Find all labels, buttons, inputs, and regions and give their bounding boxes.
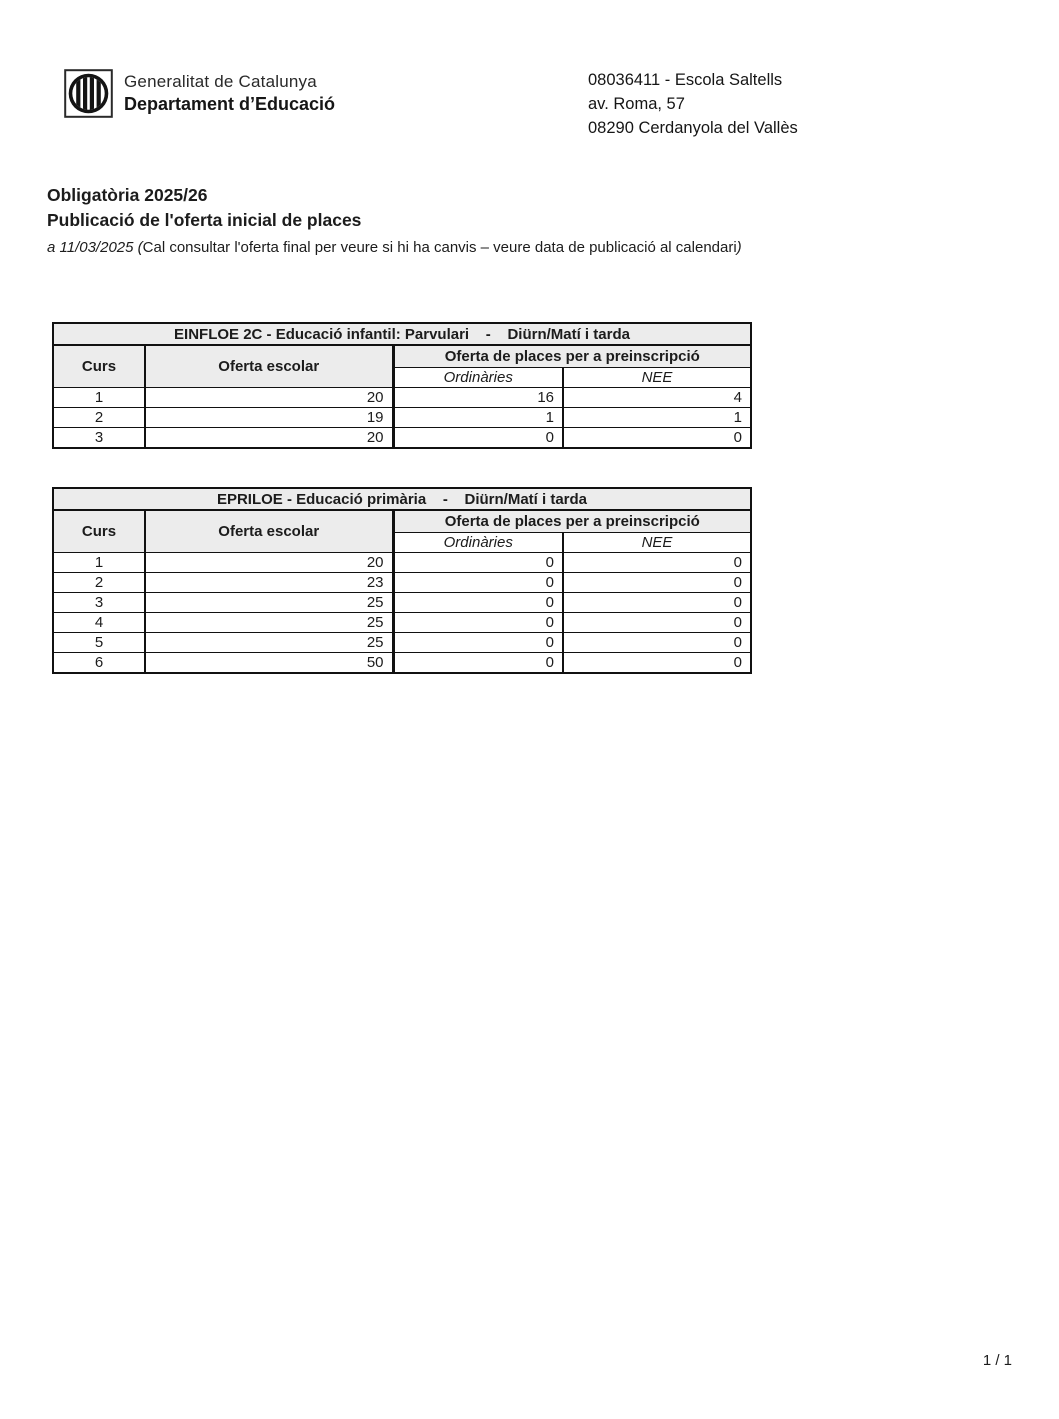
cell-nee: 0 — [563, 613, 751, 633]
generalitat-senyera-icon — [64, 69, 113, 118]
table-educacio-infantil — [52, 322, 752, 449]
table-row — [53, 633, 751, 653]
page-title-line1: Obligatòria 2025/26 — [47, 185, 208, 205]
cell-curs: 2 — [53, 408, 145, 428]
school-city: 08290 Cerdanyola del Vallès — [588, 119, 798, 137]
cell-curs: 1 — [53, 553, 145, 573]
cell-oferta-escolar: 50 — [145, 653, 393, 674]
table-title-row — [53, 323, 751, 345]
cell-nee: 4 — [563, 388, 751, 408]
cell-oferta-escolar: 23 — [145, 573, 393, 593]
brand-text — [124, 69, 335, 118]
table-row — [53, 553, 751, 573]
school-code-name: 08036411 - Escola Saltells — [588, 71, 783, 89]
cell-curs: 3 — [53, 593, 145, 613]
col-header-preinscripcio: Oferta de places per a preinscripció — [393, 345, 751, 368]
cell-ordinaries: 0 — [393, 593, 563, 613]
cell-nee: 0 — [563, 573, 751, 593]
date-prefix: a 11/03/2025 ( — [47, 239, 143, 256]
col-header-nee: NEE — [563, 533, 751, 553]
date-note-line — [47, 239, 742, 256]
cell-oferta-escolar: 25 — [145, 593, 393, 613]
table-row — [53, 593, 751, 613]
cell-curs: 6 — [53, 653, 145, 674]
cell-ordinaries: 1 — [393, 408, 563, 428]
table-row — [53, 613, 751, 633]
cell-oferta-escolar: 25 — [145, 633, 393, 653]
table-row — [53, 573, 751, 593]
cell-oferta-escolar: 20 — [145, 553, 393, 573]
cell-ordinaries: 0 — [393, 428, 563, 449]
col-header-ordinaries: Ordinàries — [393, 533, 563, 553]
page-indicator: 1 / 1 — [982, 1352, 1012, 1369]
col-header-ordinaries: Ordinàries — [393, 368, 563, 388]
cell-nee: 0 — [563, 553, 751, 573]
cell-nee: 1 — [563, 408, 751, 428]
cell-oferta-escolar: 19 — [145, 408, 393, 428]
school-street: av. Roma, 57 — [588, 95, 685, 113]
brand-line-generalitat: Generalitat de Catalunya — [124, 72, 317, 91]
cell-curs: 3 — [53, 428, 145, 449]
brand-line-departament: Departament d’Educació — [124, 94, 336, 114]
date-note: Cal consultar l'oferta final per veure si hi ha canvis – veure data de publicació al calendari — [142, 239, 737, 256]
table-row — [53, 653, 751, 674]
col-header-curs: Curs — [53, 510, 145, 553]
brand-block — [64, 69, 335, 118]
cell-oferta-escolar: 20 — [145, 388, 393, 408]
cell-nee: 0 — [563, 428, 751, 449]
col-header-nee: NEE — [563, 368, 751, 388]
cell-ordinaries: 0 — [393, 613, 563, 633]
col-header-oferta-escolar: Oferta escolar — [145, 345, 393, 388]
table-educacio-primaria — [52, 487, 752, 674]
col-header-preinscripcio: Oferta de places per a preinscripció — [393, 510, 751, 533]
cell-nee: 0 — [563, 653, 751, 674]
cell-nee: 0 — [563, 633, 751, 653]
table-title-row — [53, 488, 751, 510]
col-header-oferta-escolar: Oferta escolar — [145, 510, 393, 553]
cell-ordinaries: 16 — [393, 388, 563, 408]
table-header-row — [53, 510, 751, 533]
table-header-row — [53, 345, 751, 368]
title-block — [47, 183, 742, 256]
table-row — [53, 388, 751, 408]
table-row — [53, 428, 751, 449]
cell-oferta-escolar: 20 — [145, 428, 393, 449]
cell-oferta-escolar: 25 — [145, 613, 393, 633]
cell-curs: 2 — [53, 573, 145, 593]
table-title: EPRILOE - Educació primària - Diürn/Matí i tarda — [53, 488, 751, 510]
school-address-block — [588, 68, 798, 140]
cell-ordinaries: 0 — [393, 633, 563, 653]
cell-nee: 0 — [563, 593, 751, 613]
cell-curs: 1 — [53, 388, 145, 408]
table-row — [53, 408, 751, 428]
cell-curs: 5 — [53, 633, 145, 653]
date-suffix: ) — [736, 239, 742, 256]
page-title-line2: Publicació de l'oferta inicial de places — [47, 210, 362, 230]
col-header-curs: Curs — [53, 345, 145, 388]
cell-curs: 4 — [53, 613, 145, 633]
table-title: EINFLOE 2C - Educació infantil: Parvulari - Diürn/Matí i tarda — [53, 323, 751, 345]
cell-ordinaries: 0 — [393, 653, 563, 674]
cell-ordinaries: 0 — [393, 573, 563, 593]
cell-ordinaries: 0 — [393, 553, 563, 573]
